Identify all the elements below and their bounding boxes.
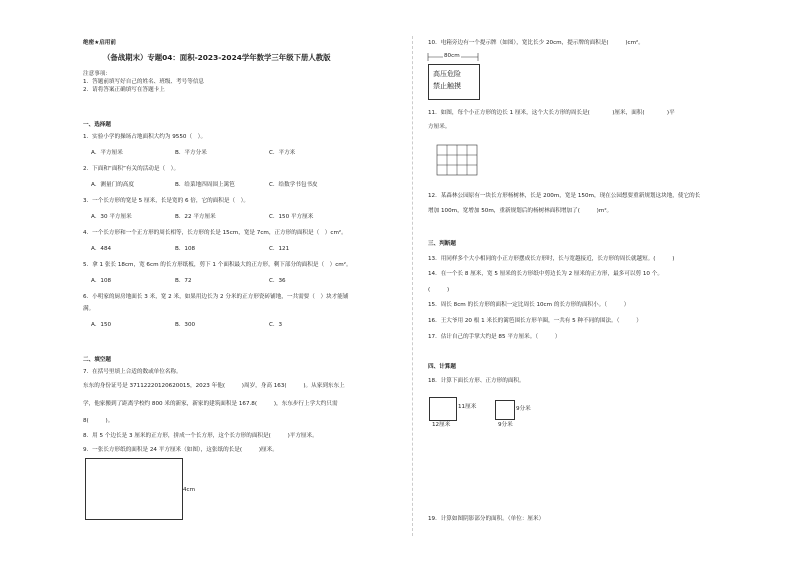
q5-stem: 5．拿 1 张长 18cm，宽 6cm 的长方形纸板，剪下 1 个面积最大的正方形，剩下部分的面积是（ ）cm²。	[83, 262, 352, 268]
q4-option-a: A．484	[91, 246, 112, 252]
section-choice: 一、选择题	[83, 122, 111, 128]
q19-stem: 19．计算如图阴影部分的面积。（单位：厘米）	[428, 516, 545, 522]
q8-stem: 8．用 5 个边长是 3 厘米的正方形，拼成一个长方形，这个长方形的面积是( )平方厘米。	[83, 433, 318, 439]
q7-line2: 东东的身份证号是 37112220120620015，2023 年他( )周岁，身高 163( )。从家到东东上	[83, 383, 345, 389]
q2-option-c: C．给数学书包书皮	[269, 182, 318, 188]
q1-option-b: B．平方分米	[175, 150, 207, 156]
q3-option-a: A．30 平方厘米	[91, 214, 132, 220]
q13-stem: 13．用同样多个大小相同的小正方形摆成长方形时，长与宽越接近，长方形的周长就越短。( )	[428, 256, 675, 262]
q3-stem: 3．一个长方形的宽是 5 厘米，长是宽的 6 倍，它的面积是（ ）。	[83, 198, 250, 204]
secret-label: 绝密★启用前	[83, 40, 116, 46]
q6-option-b: B．300	[175, 322, 196, 328]
q18-stem: 18．计算下面长方形、正方形的面积。	[428, 378, 525, 384]
page-title: （备战期末）专题04：面积-2023-2024学年数学三年级下册人教版	[103, 53, 331, 62]
q10-sign-line1: 高压危险	[433, 70, 461, 78]
q16-stem: 16．王大爷用 20 根 1 米长的篱笆围长方形羊圈，一共有 5 种不同的围法。（ ）	[428, 318, 642, 324]
q7-line4: 8( )。	[83, 418, 114, 424]
q6-stem-cont: 满。	[83, 306, 95, 312]
note-2: 2．请将答案正确填写在答题卡上	[83, 87, 165, 93]
q5-option-a: A．108	[91, 278, 112, 284]
q5-option-c: C．36	[269, 278, 286, 284]
q11-grid-figure	[437, 145, 477, 175]
q4-option-c: C．121	[269, 246, 290, 252]
q1-stem: 1．实验小学的操场占地面积大约为 9550（ ）。	[83, 134, 207, 140]
q9-side-label: 4cm	[183, 487, 196, 493]
q18-square-bottom-label: 9分米	[498, 422, 513, 428]
q4-stem: 4．一个长方形和一个正方形的周长相等，长方形的长是 15cm，宽是 7cm，正方形的面积是（ ）cm²。	[83, 230, 347, 236]
q7-line3: 学，他家搬到了距离学校约 800 米的新家，新家的建筑面积是 167.8( )，东东步行上学大约只需	[83, 401, 338, 407]
q2-option-a: A．测量门的高度	[91, 182, 134, 188]
q1-option-a: A．平方厘米	[91, 150, 123, 156]
notes-title: 注意事项：	[83, 71, 111, 77]
column-divider	[412, 36, 413, 536]
q10-dimension-label: 80cm	[444, 53, 460, 59]
q6-option-c: C．3	[269, 322, 283, 328]
section-judge: 三、判断题	[428, 241, 456, 247]
section-fill: 二、填空题	[83, 357, 111, 363]
q15-stem: 15．周长 8cm 的长方形的面积一定比周长 10cm 的长方形的面积小。（ ）	[428, 302, 630, 308]
q9-rectangle-figure	[85, 458, 183, 520]
q1-option-c: C．平方米	[269, 150, 296, 156]
q18-rectangle-figure	[429, 397, 457, 421]
q6-stem: 6．小明家的厨房地面长 3 米，宽 2 米，如果用边长为 2 分米的正方形瓷砖铺地，一共需要（ ）块才能铺	[83, 294, 349, 300]
q14-line1: 14．在一个长 8 厘米，宽 5 厘米的长方形纸中剪边长为 2 厘米的正方形，最多可以剪 10 个。	[428, 271, 663, 277]
q12-line1: 12．某森林公园原有一块长方形杨树林，长是 200m，宽是 150m，现在公园想要重新规划这块地，使它的长	[428, 193, 701, 199]
q18-rect-bottom-label: 12厘米	[432, 422, 451, 428]
q7-line1: 7．在括号里填上合适的数或单位名称。	[83, 369, 182, 375]
q5-option-b: B．72	[175, 278, 192, 284]
q6-option-a: A．150	[91, 322, 112, 328]
q2-stem: 2．下面和“面积”有关的活动是（ ）。	[83, 166, 180, 172]
q18-square-figure	[495, 400, 515, 420]
q10-sign-line2: 禁止触摸	[433, 82, 461, 90]
q12-line2: 增加 100m，宽增加 50m，重新规划后的杨树林面积增加了( )m²。	[428, 208, 613, 214]
q10-stem: 10．电箱旁边有一个提示牌（如图），宽比长少 20cm，提示牌的面积是( )cm²。	[428, 40, 644, 46]
q3-option-c: C．150 平方厘米	[269, 214, 314, 220]
q17-stem: 17．估计自己的手掌大约是 85 平方厘米。（ ）	[428, 334, 561, 340]
q18-rect-side-label: 11厘米	[458, 404, 477, 410]
q9-stem: 9．一张长方形纸的面积是 24 平方厘米（如图），这张纸的长是( )厘米。	[83, 447, 278, 453]
q4-option-b: B．108	[175, 246, 196, 252]
q14-line2: ( )	[428, 287, 450, 293]
q3-option-b: B．22 平方厘米	[175, 214, 216, 220]
q11-line2: 方厘米。	[428, 124, 451, 130]
note-1: 1．答题前填写好自己的姓名、班级、考号等信息	[83, 79, 205, 85]
q11-line1: 11．如图，每个小正方形的边长 1 厘米，这个大长方形的周长是( )厘米，面积( )平	[428, 110, 675, 116]
q18-square-side-label: 9分米	[516, 406, 531, 412]
q2-option-b: B．给菜地四周围上篱笆	[175, 182, 235, 188]
section-calc: 四、计算题	[428, 364, 456, 370]
